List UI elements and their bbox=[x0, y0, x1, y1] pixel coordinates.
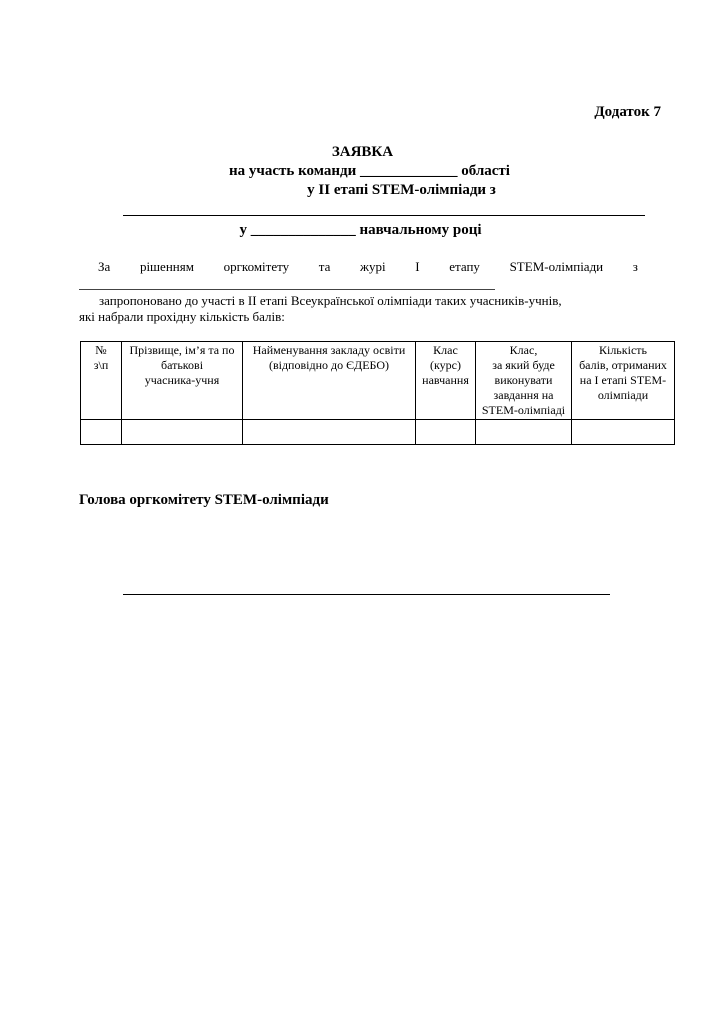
signature-line bbox=[123, 594, 610, 595]
col-student-name-header: Прізвище, ім’я та по батькові учасника-учня bbox=[122, 342, 243, 420]
decision-text-line1: запропоновано до участі в ІІ етапі Всеукраїнської олімпіади таких учасників-учнів, bbox=[99, 293, 562, 308]
table-cell[interactable] bbox=[476, 420, 572, 445]
table-header-row bbox=[81, 342, 675, 420]
decision-word: журі bbox=[360, 259, 386, 274]
decision-word: оргкомітету bbox=[223, 259, 290, 274]
col-points-header: Кількість балів, отриманих на І етапі STEM- олімпіади bbox=[572, 342, 675, 420]
appendix-label: Додаток 7 bbox=[594, 104, 661, 120]
subject-blank-line bbox=[123, 215, 645, 216]
title-line-region: на участь команди _____________ області bbox=[229, 163, 510, 179]
applicants-table bbox=[80, 341, 675, 445]
name-blank-line bbox=[79, 289, 495, 290]
decision-text-line2: які набрали прохідну кількість балів: bbox=[79, 309, 285, 324]
table-cell[interactable] bbox=[243, 420, 416, 445]
table-cell[interactable] bbox=[122, 420, 243, 445]
decision-word: та bbox=[318, 259, 331, 274]
decision-word: з bbox=[632, 259, 638, 274]
title-line-subject: у ІІ етапі STEM-олімпіади з bbox=[307, 182, 496, 198]
decision-word: етапу bbox=[449, 259, 480, 274]
table-cell[interactable] bbox=[81, 420, 122, 445]
col-institution-header: Найменування закладу освіти (відповідно до ЄДЕБО) bbox=[243, 342, 416, 420]
decision-sentence bbox=[98, 259, 638, 275]
chair-label: Голова оргкомітету STEM-олімпіади bbox=[79, 492, 329, 508]
col-grade-header: Клас (курс) навчання bbox=[416, 342, 476, 420]
col-number-header: № з\п bbox=[81, 342, 122, 420]
decision-word: I bbox=[415, 259, 420, 274]
decision-word: STEM-олімпіади bbox=[509, 259, 604, 274]
col-competition-grade-header: Клас, за який буде виконувати завдання на STEM-олімпіаді bbox=[476, 342, 572, 420]
title-line-year: у ______________ навчальному році bbox=[239, 222, 482, 238]
table-cell[interactable] bbox=[572, 420, 675, 445]
table-row bbox=[81, 420, 675, 445]
decision-word: За bbox=[98, 259, 111, 274]
decision-word: рішенням bbox=[139, 259, 194, 274]
document-title: ЗАЯВКА bbox=[331, 144, 394, 160]
table-cell[interactable] bbox=[416, 420, 476, 445]
